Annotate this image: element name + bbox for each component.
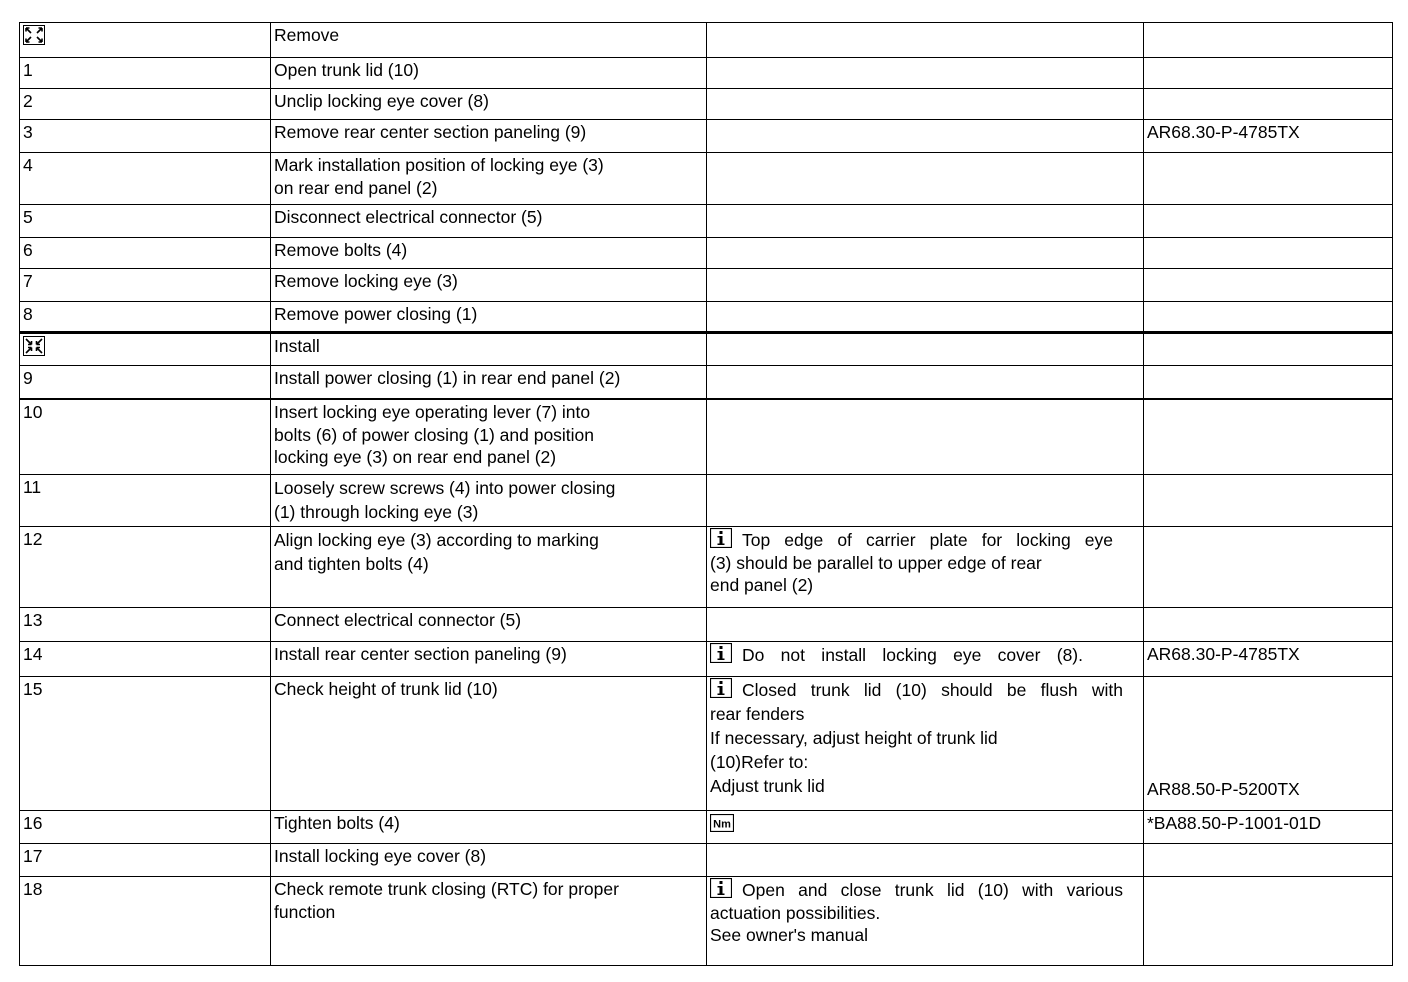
step-action: Remove rear center section paneling (9) [274,122,587,142]
reference-link[interactable]: *BA88.50-P-1001-01D [1147,813,1322,833]
table-row [19,153,1393,205]
note-text: Top edge of carrier plate for locking eye [742,530,1113,550]
svg-text:Nm: Nm [713,818,731,831]
step-action: Align locking eye (3) according to marking and tighten bolts (4) [274,530,599,574]
step-number: 18 [23,879,43,899]
note-text: Open and close trunk lid (10) with various [742,880,1123,900]
table-row [19,642,1393,677]
step-action: Tighten bolts (4) [274,813,400,833]
step-action: Connect electrical connector (5) [274,610,522,630]
step-number: 14 [23,644,43,664]
step-action: Install rear center section paneling (9) [274,644,567,664]
note-text: Closed trunk lid (10) should be flush with [742,680,1123,700]
table-row [19,238,1393,269]
table-row [19,120,1393,153]
step-number: 13 [23,610,43,630]
table-row [19,608,1393,642]
step-action: Unclip locking eye cover (8) [274,91,489,111]
step-number: 15 [23,679,43,699]
reference-link[interactable]: AR88.50-P-5200TX [1147,778,1300,799]
step-action: Remove power closing (1) [274,304,478,324]
step-action: Mark installation position of locking eye (3) on rear end panel (2) [274,155,604,198]
install-section-row [19,332,1393,366]
table-row [19,844,1393,877]
step-number: 1 [23,60,33,80]
table-row [19,527,1393,608]
step-number: 5 [23,207,33,227]
step-action: Install power closing (1) in rear end panel (2) [274,368,621,388]
step-action: Disconnect electrical connector (5) [274,207,543,227]
section-title: Install [274,336,320,356]
info-icon [710,678,732,698]
info-icon [710,878,732,898]
remove-section-row [19,22,1393,58]
note-text: Do not install locking eye cover (8). [742,645,1083,665]
step-action: Install locking eye cover (8) [274,846,487,866]
table-row [19,811,1393,844]
step-number: 8 [23,304,33,324]
table-row [19,399,1393,475]
step-number: 10 [23,402,43,422]
step-number: 16 [23,813,43,833]
step-number: 7 [23,271,33,291]
note-text: actuation possibilities. See owner's manual [710,902,881,945]
table-row [19,89,1393,120]
remove-symbol-icon [23,25,45,45]
step-action: Check remote trunk closing (RTC) for proper function [274,879,619,922]
table-row [19,475,1393,527]
step-number: 2 [23,91,33,111]
step-action: Insert locking eye operating lever (7) into bolts (6) of power closing (1) and position locking eye (3) on rear end panel (2) [274,402,595,467]
step-action: Remove bolts (4) [274,240,408,260]
note-text: rear fenders If necessary, adjust height of trunk lid (10)Refer to: Adjust trunk lid [710,704,998,796]
step-number: 12 [23,529,43,549]
step-number: 9 [23,368,33,388]
table-row [19,58,1393,89]
step-number: 17 [23,846,43,866]
install-symbol-icon [23,336,45,356]
table-row [19,302,1393,332]
reference-link[interactable]: AR68.30-P-4785TX [1147,122,1300,142]
table-row [19,677,1393,811]
info-icon [710,528,732,548]
table-row [19,269,1393,302]
step-action: Open trunk lid (10) [274,60,419,80]
section-title: Remove [274,25,340,45]
step-action: Loosely screw screws (4) into power closing (1) through locking eye (3) [274,478,616,522]
step-number: 4 [23,155,33,175]
note-text: (3) should be parallel to upper edge of rear end panel (2) [710,552,1042,595]
step-number: 11 [23,477,42,497]
step-action: Check height of trunk lid (10) [274,679,498,699]
step-number: 3 [23,122,33,142]
reference-link[interactable]: AR68.30-P-4785TX [1147,644,1300,664]
procedure-table [19,22,1393,966]
table-row [19,366,1393,399]
table-row [19,205,1393,238]
table-row [19,877,1393,966]
info-icon [710,643,732,663]
torque-nm-icon [710,814,734,832]
step-number: 6 [23,240,33,260]
step-action: Remove locking eye (3) [274,271,458,291]
